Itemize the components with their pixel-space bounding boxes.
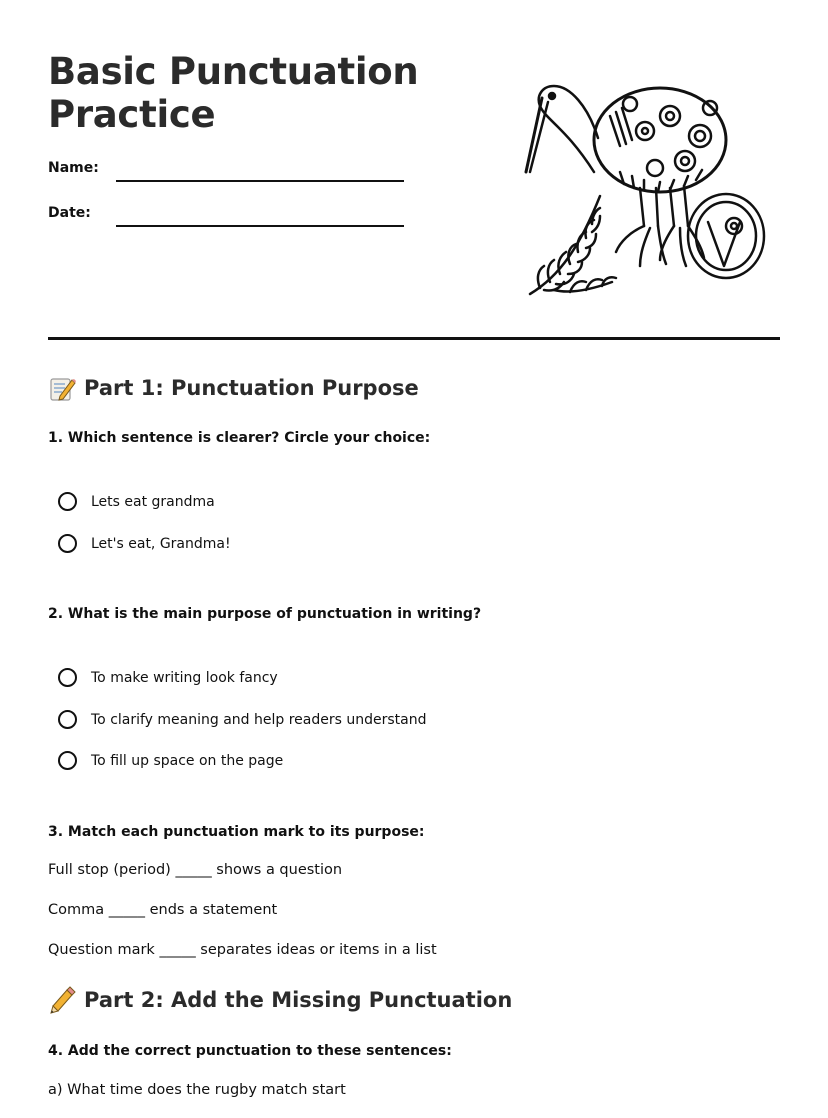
radio-button[interactable]: [58, 668, 77, 687]
option-label: To clarify meaning and help readers understand: [91, 711, 427, 728]
question-2: 2. What is the main purpose of punctuation in writing?: [48, 606, 482, 622]
q1-option-1[interactable]: [58, 492, 215, 511]
question-3: 3. Match each punctuation mark to its purpose:: [48, 824, 425, 840]
option-label: Lets eat grandma: [91, 493, 215, 510]
option-label: Let's eat, Grandma!: [91, 535, 231, 552]
date-field[interactable]: [116, 225, 404, 227]
name-field[interactable]: [116, 180, 404, 182]
header-divider: [48, 337, 780, 340]
title-line-1: Basic Punctuation: [48, 50, 419, 93]
match-line-3: Question mark _____ separates ideas or items in a list: [48, 942, 437, 958]
page-title: [48, 50, 418, 136]
radio-button[interactable]: [58, 710, 77, 729]
pencil-icon: [48, 986, 76, 1014]
radio-button[interactable]: [58, 751, 77, 770]
kiwi-bird-illustration: [520, 76, 770, 300]
question-4: 4. Add the correct punctuation to these sentences:: [48, 1043, 452, 1059]
title-line-2: Practice: [48, 93, 216, 136]
radio-button[interactable]: [58, 492, 77, 511]
part1-heading: [48, 374, 419, 402]
match-line-1: Full stop (period) _____ shows a question: [48, 862, 343, 878]
part2-heading-text: Part 2: Add the Missing Punctuation: [84, 988, 513, 1012]
date-label: Date:: [48, 205, 91, 221]
part2-heading: [48, 986, 512, 1014]
q2-option-3[interactable]: [58, 751, 283, 770]
radio-button[interactable]: [58, 534, 77, 553]
q1-option-2[interactable]: [58, 534, 231, 553]
q2-option-1[interactable]: [58, 668, 278, 687]
question-1: 1. Which sentence is clearer? Circle your choice:: [48, 430, 431, 446]
option-label: To fill up space on the page: [91, 752, 284, 769]
memo-icon: [48, 374, 76, 402]
q2-option-2[interactable]: [58, 710, 427, 729]
sentence-a: a) What time does the rugby match start: [48, 1082, 346, 1098]
name-label: Name:: [48, 160, 99, 176]
option-label: To make writing look fancy: [91, 669, 278, 686]
match-line-2: Comma _____ ends a statement: [48, 902, 278, 918]
part1-heading-text: Part 1: Punctuation Purpose: [84, 376, 419, 400]
